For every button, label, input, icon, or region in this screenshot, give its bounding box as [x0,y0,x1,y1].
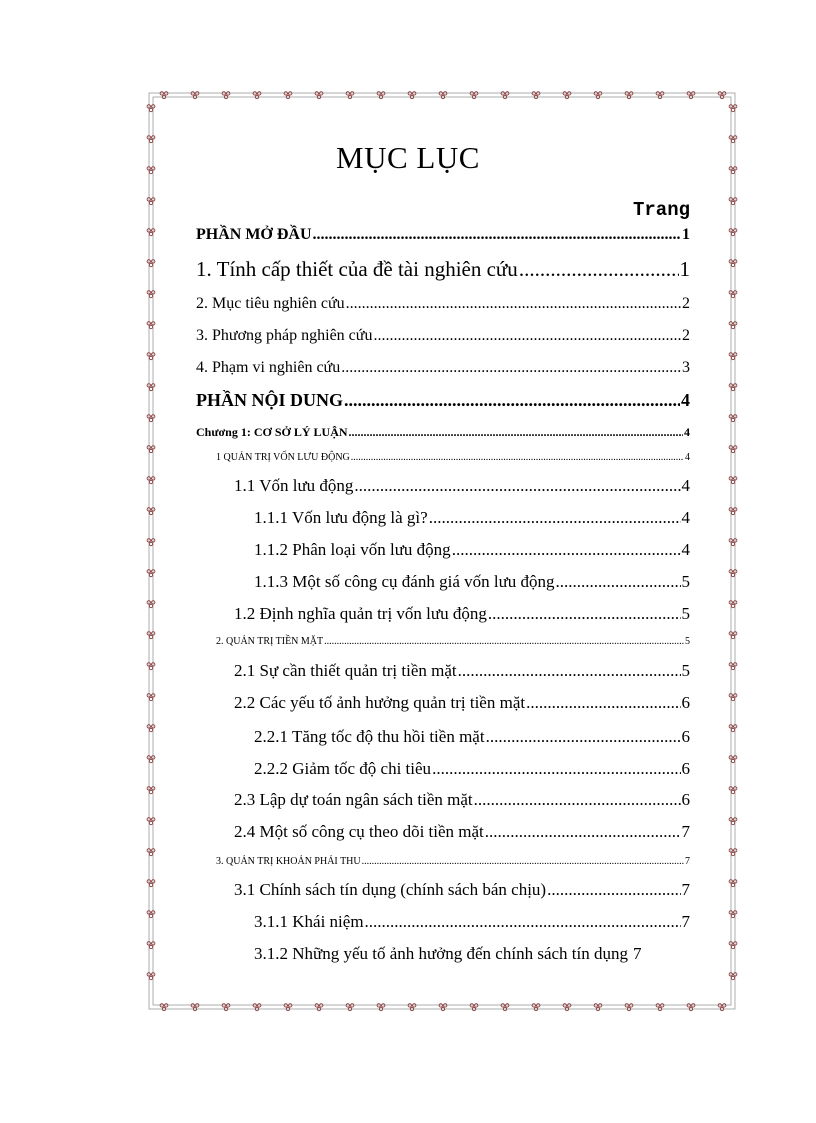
toc-entry-page: 7 [681,822,690,841]
toc-entry-2-2[interactable] [234,693,690,713]
toc-entry-page: 4 [681,476,690,495]
toc-entry-3[interactable] [196,327,690,345]
toc-entry-page: 6 [681,790,690,809]
toc-entry-page: 5 [681,661,690,680]
toc-entry-page: 1 [679,257,690,281]
toc-entry-page: 4 [681,540,690,559]
toc-entry-label: 2.2.1 Tăng tốc độ thu hồi tiền mặt [254,727,485,746]
toc-entry-page: 1 [682,226,690,243]
toc-entry-label: 2.2.2 Giảm tốc độ chi tiêu [254,759,432,778]
toc-entry-page: 6 [681,759,690,778]
page-title: MỤC LỤC [336,140,480,175]
toc-entry-label: 1.1.2 Phân loại vốn lưu động [254,540,451,559]
toc-entry-1-2[interactable] [234,604,690,624]
toc-entry-1-1-1[interactable] [254,508,690,528]
toc-entry-page: 5 [681,572,690,591]
toc-entry-page: 2 [682,327,690,344]
toc-entry-section-2[interactable] [216,636,690,647]
toc-entry-1-1-3[interactable] [254,572,690,592]
toc-entry-section-1[interactable] [216,452,690,463]
toc-entry-label: 3.1.2 Những yếu tố ảnh hưởng đến chính sách tín dụng [254,944,628,963]
toc-entry-page: 6 [681,727,690,746]
toc-entry-1-1-2[interactable] [254,540,690,560]
toc-entry-1[interactable] [196,257,690,282]
toc-entry-phan-mo-dau[interactable] [196,226,690,244]
toc-entry-page: 7 [681,912,690,931]
toc-entry-label: PHẦN MỞ ĐẦU [196,226,312,243]
toc-entry-label: 2.3 Lập dự toán ngân sách tiền mặt [234,790,473,809]
toc-entry-label: PHẦN NỘI DUNG [196,390,343,410]
toc-entry-2-3[interactable] [234,790,690,810]
toc-entry-2-1[interactable] [234,661,690,681]
toc-entry-label: 2. QUẢN TRỊ TIỀN MẶT [216,636,324,647]
toc-entry-2-2-1[interactable] [254,727,690,747]
toc-entry-chuong-1[interactable] [196,425,690,440]
toc-entry-label: 2.2 Các yếu tố ảnh hưởng quản trị tiền mặt [234,693,526,712]
toc-entry-label: 1 QUẢN TRỊ VỐN LƯU ĐỘNG [216,452,350,463]
toc-entry-label: 2. Mục tiêu nghiên cứu [196,295,345,312]
toc-entry-label: 3. Phương pháp nghiên cứu [196,327,373,344]
toc-entry-3-1-2[interactable] [254,944,690,964]
toc-entry-label: 1.1.3 Một số công cụ đánh giá vốn lưu động [254,572,555,591]
toc-entry-phan-noi-dung[interactable] [196,390,690,411]
toc-entry-page: 7 [681,880,690,899]
toc-entry-2-2-2[interactable] [254,759,690,779]
toc-entry-label: 1.2 Định nghĩa quản trị vốn lưu động [234,604,487,623]
toc-entry-page: 5 [685,636,690,647]
toc-entry-label: 2.4 Một số công cụ theo dõi tiền mặt [234,822,484,841]
toc-entry-page: 3 [682,359,690,376]
toc-entry-page: 7 [632,944,642,963]
toc-entry-1-1[interactable] [234,476,690,496]
toc-entry-page: 5 [681,604,690,623]
toc-entry-label: 1.1.1 Vốn lưu động là gì? [254,508,428,527]
toc-entry-label: 3.1 Chính sách tín dụng (chính sách bán chịu) [234,880,547,899]
toc-entry-2-4[interactable] [234,822,690,842]
toc-entry-3-1-1[interactable] [254,912,690,932]
toc-entry-page: 6 [681,693,690,712]
toc-entry-page: 4 [681,508,690,527]
toc-entry-page: 7 [685,856,690,867]
toc-entry-4[interactable] [196,359,690,377]
toc-entry-3-1[interactable] [234,880,690,900]
toc-entry-page: 4 [681,390,690,410]
toc-entry-label: 1.1 Vốn lưu động [234,476,354,495]
toc-entry-section-3[interactable] [216,856,690,867]
toc-entry-page: 4 [685,452,690,463]
toc-entry-label: 2.1 Sự cần thiết quản trị tiền mặt [234,661,457,680]
toc-entry-page: 2 [682,295,690,312]
toc-entry-label: 1. Tính cấp thiết của đề tài nghiên cứu [196,257,518,281]
toc-entry-label: 4. Phạm vi nghiên cứu [196,359,341,376]
toc-entry-label: Chương 1: CƠ SỞ LÝ LUẬN [196,425,348,439]
page-column-header: Trang [632,199,690,221]
toc-entry-page: 4 [684,425,690,439]
toc-entry-2[interactable] [196,295,690,313]
toc-entry-label: 3. QUẢN TRỊ KHOẢN PHẢI THU [216,856,361,867]
toc-entry-label: 3.1.1 Khái niệm [254,912,364,931]
